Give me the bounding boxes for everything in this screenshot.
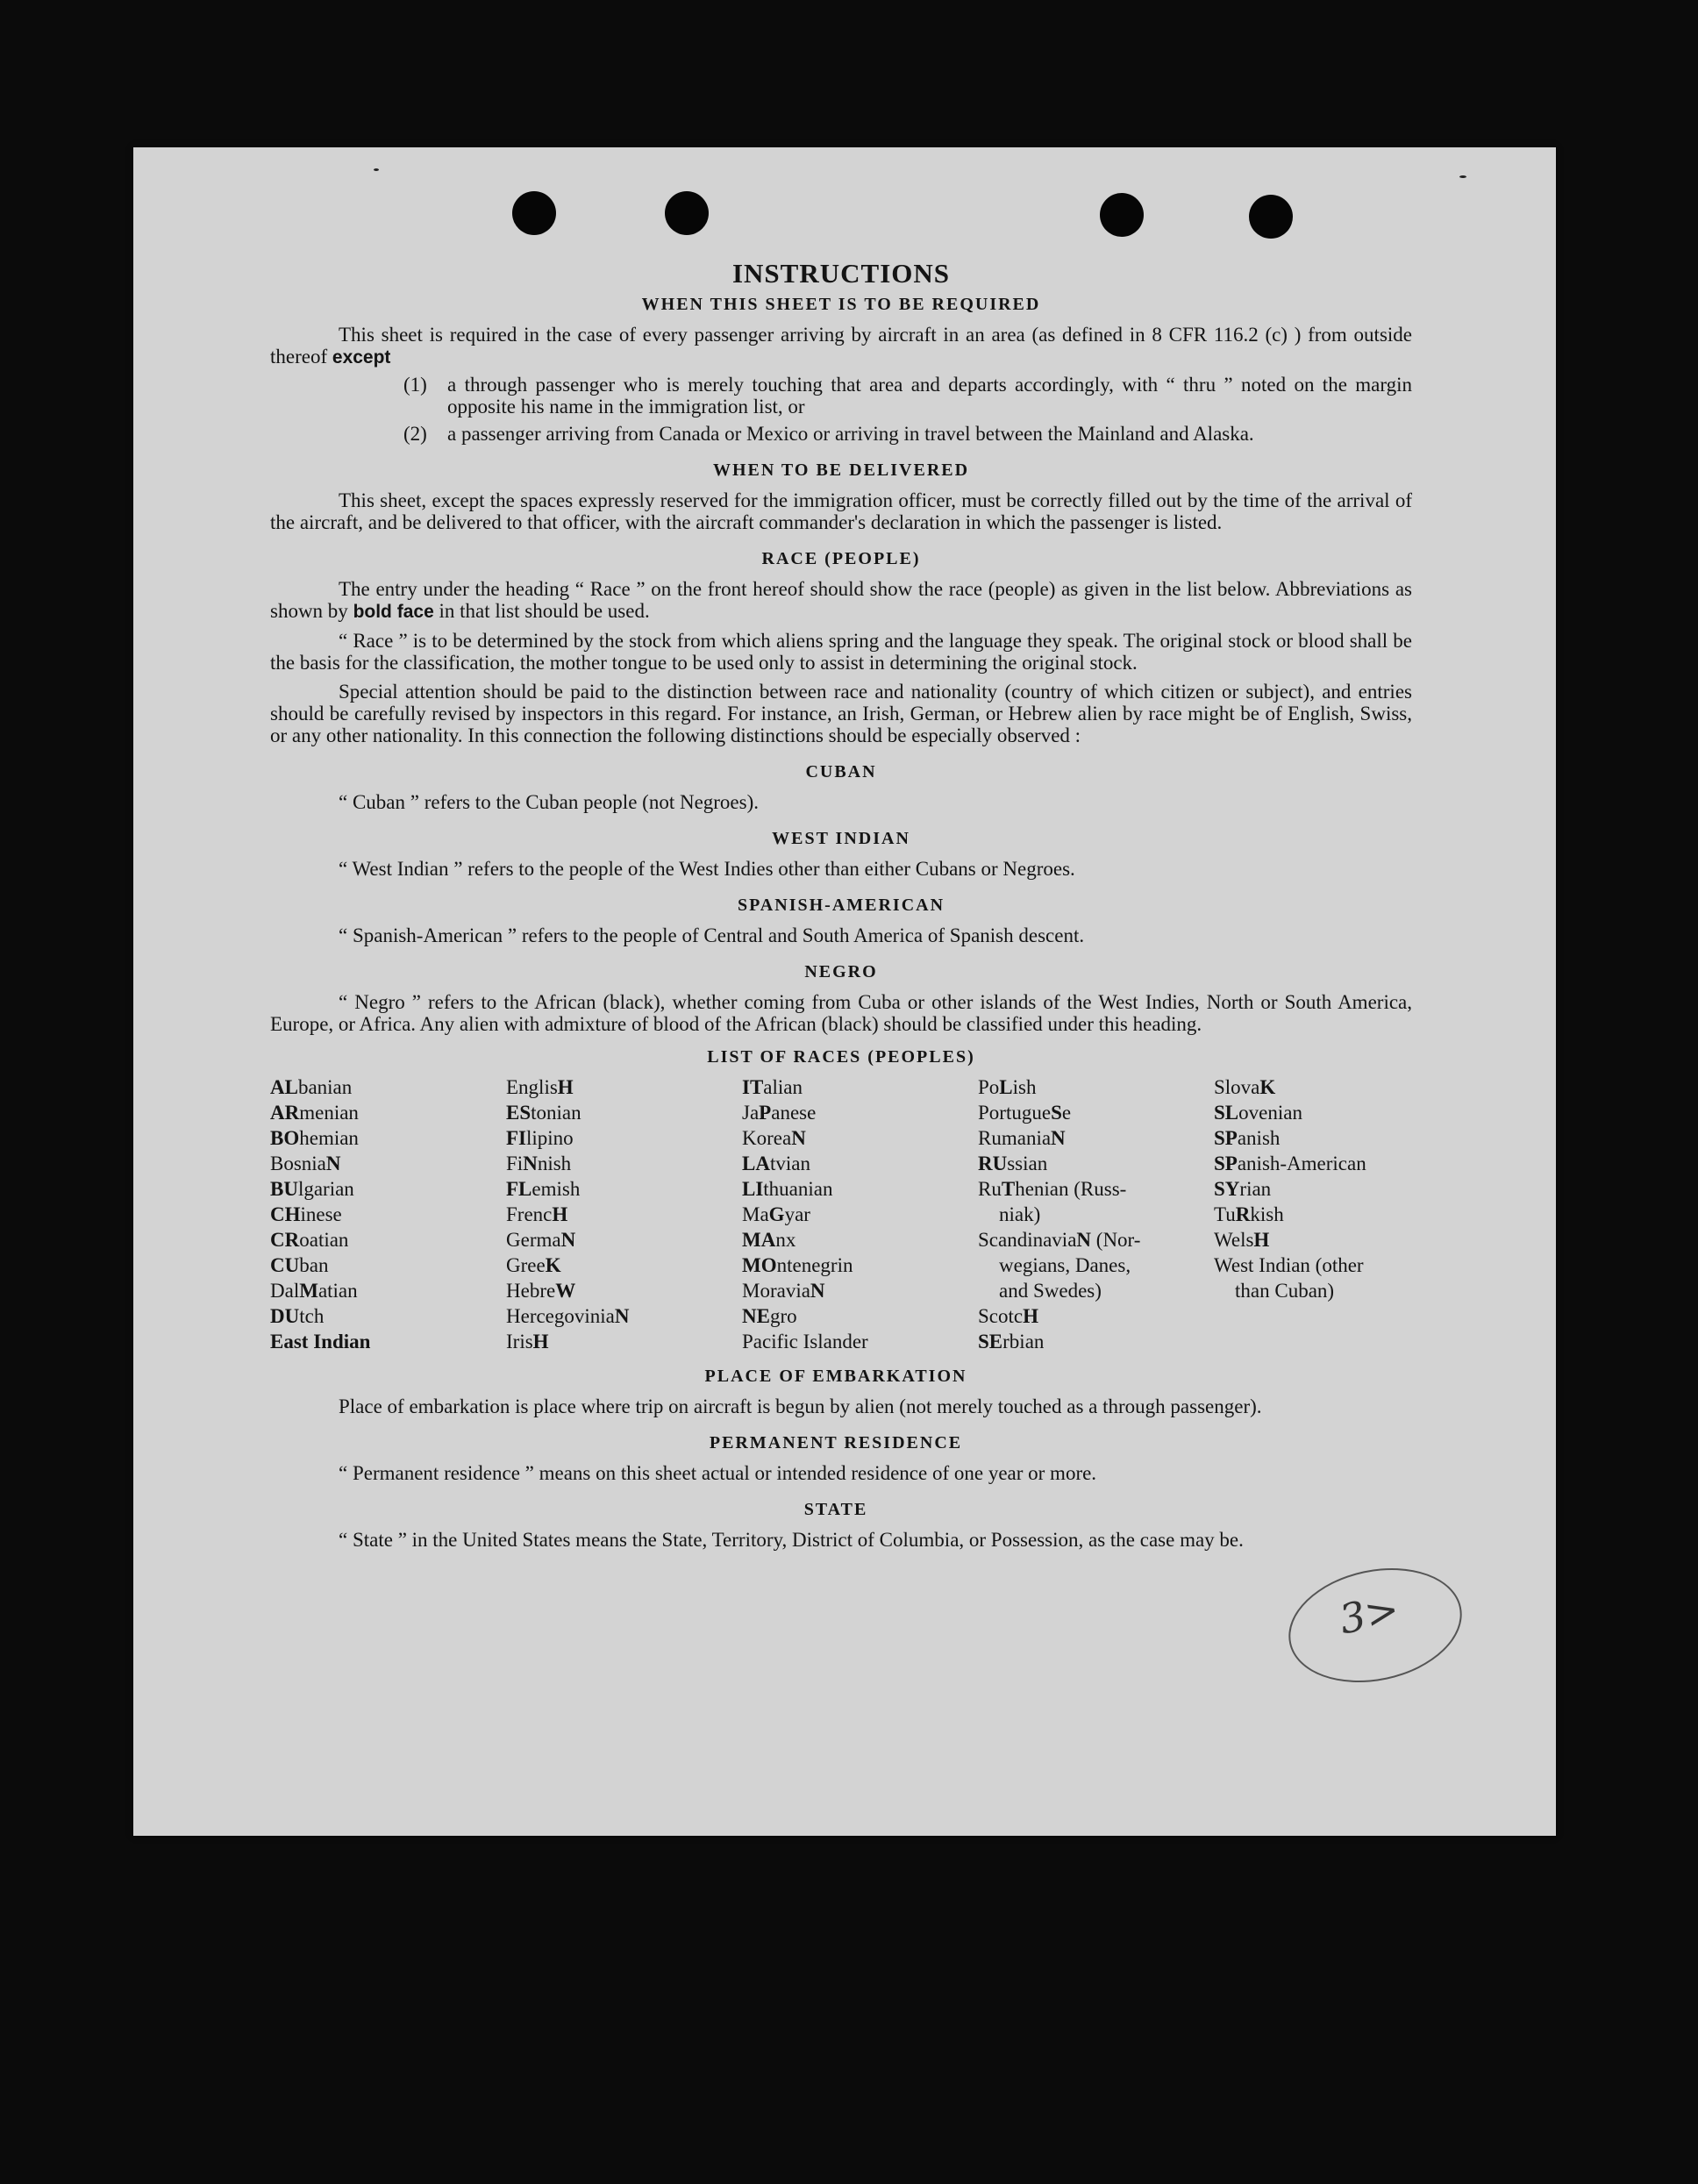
intro-paragraph: [270, 324, 1412, 368]
race-abbreviation: DU: [270, 1305, 300, 1327]
race-text: tch: [299, 1305, 325, 1327]
race-text: The entry under the heading “ Race ” on the front hereof should show the race (people) as given in the list below. Abbreviations as shown by: [270, 578, 1412, 622]
cuban-paragraph: “ Cuban ” refers to the Cuban people (not Negroes).: [339, 791, 760, 813]
race-abbreviation: H: [1023, 1305, 1038, 1327]
race-entry: [270, 1125, 506, 1151]
race-text: tonian: [531, 1102, 581, 1124]
race-abbreviation: BU: [270, 1178, 298, 1200]
race-entry: [742, 1074, 978, 1100]
race-text: Germa: [506, 1229, 561, 1251]
race-text: Frenc: [506, 1203, 553, 1225]
clause-1: [403, 374, 1412, 418]
race-paragraph-3: Special attention should be paid to the distinction between race and nationality (country of which citizen or subject), and entries should be carefully revised by inspectors in this regard. For instance, an Irish, German, or Hebrew alien by race might be of English, Swiss, or any other nationality. In this connection the following distinctions should be especially observed :: [270, 681, 1412, 746]
race-entry: [742, 1202, 978, 1227]
west-indian-paragraph: “ West Indian ” refers to the people of the West Indies other than either Cubans or Negroes.: [339, 858, 1075, 880]
clause-number: (1): [403, 374, 427, 396]
state-paragraph: “ State ” in the United States means the State, Territory, District of Columbia, or Possession, as the case may be.: [339, 1529, 1244, 1551]
race-entry: [506, 1151, 742, 1176]
clause-2: [403, 423, 1412, 445]
race-entry: [978, 1151, 1214, 1176]
race-text: Scotc: [978, 1305, 1024, 1327]
race-entry: [978, 1303, 1214, 1329]
race-text: Ma: [742, 1203, 769, 1225]
race-entry: [742, 1253, 978, 1278]
race-entry: [506, 1227, 742, 1253]
race-text: Ru: [978, 1178, 1002, 1200]
race-abbreviation: N: [791, 1127, 806, 1149]
race-entry: [506, 1202, 742, 1227]
intro-text: This sheet is required in the case of every passenger arriving by aircraft in an area (as defined in 8 CFR 116.2 (c) ) from outside thereof: [270, 324, 1412, 368]
race-text: ssian: [1007, 1153, 1048, 1174]
race-text: Rumania: [978, 1127, 1052, 1149]
race-text: Iris: [506, 1331, 533, 1353]
race-entry: [742, 1329, 978, 1354]
heading-when-required: WHEN THIS SHEET IS TO BE REQUIRED: [641, 295, 1041, 314]
race-entry: [978, 1202, 1214, 1227]
clause-text: a passenger arriving from Canada or Mexico or arriving in travel between the Mainland and Alaska.: [447, 423, 1254, 445]
race-entry: [1214, 1253, 1450, 1278]
race-entry: [978, 1253, 1214, 1278]
race-entry: [978, 1227, 1214, 1253]
page-title: INSTRUCTIONS: [731, 258, 950, 289]
punch-hole-3: [1100, 193, 1144, 237]
race-abbreviation: RU: [978, 1153, 1008, 1174]
race-text: Hebre: [506, 1280, 556, 1302]
heading-spanish-american: SPANISH-AMERICAN: [737, 896, 945, 915]
race-entry: [978, 1100, 1214, 1125]
race-entry: [1214, 1074, 1450, 1100]
race-abbreviation: L: [999, 1076, 1013, 1098]
race-entry: [506, 1100, 742, 1125]
embarkation-paragraph: Place of embarkation is place where trip on aircraft is begun by alien (not merely touched as a through passenger).: [339, 1395, 1262, 1417]
race-text: Hercegovinia: [506, 1305, 615, 1327]
race-abbreviation: T: [1001, 1178, 1016, 1200]
race-entry: [978, 1176, 1214, 1202]
race-abbreviation: P: [759, 1102, 772, 1124]
race-paragraph-2: “ Race ” is to be determined by the stock from which aliens spring and the language they speak. The original stock or blood shall be the basis for the classification, the mother tongue to be used only to assist in determining the original stock.: [270, 630, 1412, 674]
race-entry: [1214, 1125, 1450, 1151]
race-abbreviation: K: [545, 1254, 561, 1276]
race-abbreviation: MO: [742, 1254, 777, 1276]
intro-bold: except: [332, 347, 391, 368]
race-text: emish: [532, 1178, 581, 1200]
race-text: Englis: [506, 1076, 558, 1098]
race-abbreviation: SL: [1214, 1102, 1239, 1124]
race-text: in that list should be used.: [433, 600, 650, 622]
punch-hole-4: [1249, 195, 1293, 239]
race-entry: [978, 1278, 1214, 1303]
race-text: anish: [1237, 1127, 1281, 1149]
race-text: ntenegrin: [776, 1254, 853, 1276]
race-entry: [506, 1329, 742, 1354]
race-entry: [742, 1176, 978, 1202]
race-abbreviation: H: [557, 1076, 574, 1098]
race-text: Ja: [742, 1102, 760, 1124]
heading-west-indian: WEST INDIAN: [772, 829, 910, 848]
race-text: thuanian: [763, 1178, 833, 1200]
race-text: oatian: [299, 1229, 349, 1251]
race-abbreviation: N: [1076, 1229, 1092, 1251]
race-text: Gree: [506, 1254, 546, 1276]
race-entry: [1214, 1202, 1450, 1227]
race-text: hemian: [299, 1127, 359, 1149]
race-text: rian: [1239, 1178, 1272, 1200]
heading-embarkation: PLACE OF EMBARKATION: [704, 1367, 967, 1386]
race-entry: [742, 1100, 978, 1125]
race-text: henian (Russ-: [1015, 1178, 1127, 1200]
race-abbreviation: R: [1235, 1203, 1251, 1225]
race-text: Korea: [742, 1127, 792, 1149]
race-entry: [1214, 1227, 1450, 1253]
race-entry: [1214, 1176, 1450, 1202]
race-entry: [270, 1151, 506, 1176]
race-text: yar: [784, 1203, 810, 1225]
delivered-paragraph: This sheet, except the spaces expressly reserved for the immigration officer, must be correctly filled out by the time of the arrival of the aircraft, and be delivered to that officer, with the aircraft commander's declaration in which the passenger is listed.: [270, 489, 1412, 533]
race-abbreviation: CH: [270, 1203, 301, 1225]
race-entry: [270, 1100, 506, 1125]
race-text: Fi: [506, 1153, 524, 1174]
race-text: Dal: [270, 1280, 300, 1302]
race-text: Bosnia: [270, 1153, 326, 1174]
heading-cuban: CUBAN: [805, 762, 877, 782]
race-text: e: [1061, 1102, 1072, 1124]
race-text: anese: [771, 1102, 817, 1124]
punch-hole-2: [665, 191, 709, 235]
race-text: kish: [1250, 1203, 1284, 1225]
race-entry: [270, 1329, 506, 1354]
race-bold: bold face: [353, 602, 434, 622]
race-abbreviation: CU: [270, 1254, 300, 1276]
race-entry: [978, 1329, 1214, 1354]
race-entry: [270, 1227, 506, 1253]
race-text: ovenian: [1238, 1102, 1302, 1124]
race-text: Pacific Islander: [742, 1331, 868, 1353]
race-entry: [506, 1125, 742, 1151]
race-text: atian: [317, 1280, 358, 1302]
race-abbreviation: SE: [978, 1331, 1003, 1353]
race-abbreviation: NE: [742, 1305, 770, 1327]
race-entry: [270, 1074, 506, 1100]
race-text: tvian: [769, 1153, 810, 1174]
race-entry: [742, 1303, 978, 1329]
handwritten-number: 3>: [1335, 1584, 1403, 1644]
race-text: menian: [299, 1102, 359, 1124]
race-abbreviation: N: [810, 1280, 825, 1302]
race-text: Wels: [1214, 1229, 1254, 1251]
race-abbreviation: IT: [742, 1076, 764, 1098]
race-entry: [506, 1176, 742, 1202]
race-text: anish-American: [1237, 1153, 1366, 1174]
heading-negro: NEGRO: [804, 962, 878, 981]
race-entry: [270, 1253, 506, 1278]
speck: [374, 168, 379, 171]
races-list: [270, 1074, 1454, 1354]
race-entry: [742, 1151, 978, 1176]
race-abbreviation: BO: [270, 1127, 300, 1149]
race-text: niak): [999, 1203, 1041, 1225]
race-entry: [506, 1303, 742, 1329]
race-abbreviation: LI: [742, 1178, 764, 1200]
race-entry: [1214, 1278, 1450, 1303]
race-abbreviation: AR: [270, 1102, 300, 1124]
clause-number: (2): [403, 423, 427, 445]
race-abbreviation: N: [560, 1229, 576, 1251]
race-abbreviation: H: [532, 1331, 549, 1353]
heading-residence: PERMANENT RESIDENCE: [709, 1433, 963, 1452]
race-text: Po: [978, 1076, 1000, 1098]
race-abbreviation: CR: [270, 1229, 300, 1251]
race-abbreviation: H: [1253, 1229, 1270, 1251]
race-text: lipino: [526, 1127, 574, 1149]
race-entry: [742, 1278, 978, 1303]
race-entry: [742, 1227, 978, 1253]
race-column: [270, 1074, 506, 1354]
race-text: banian: [297, 1076, 353, 1098]
race-text: gro: [769, 1305, 797, 1327]
heading-race: RACE (PEOPLE): [761, 549, 921, 568]
spanish-american-paragraph: “ Spanish-American ” refers to the people of Central and South America of Spanish descent.: [339, 924, 1085, 946]
race-text: Moravia: [742, 1280, 810, 1302]
race-entry: [1214, 1151, 1450, 1176]
race-text: rbian: [1002, 1331, 1045, 1353]
race-column: [1214, 1074, 1450, 1354]
residence-paragraph: “ Permanent residence ” means on this sheet actual or intended residence of one year or more.: [339, 1462, 1097, 1484]
race-entry: [978, 1074, 1214, 1100]
race-entry: [270, 1202, 506, 1227]
race-entry: [1214, 1100, 1450, 1125]
race-abbreviation: East Indian: [270, 1331, 371, 1353]
race-text: wegians, Danes,: [999, 1254, 1131, 1276]
race-entry: [270, 1176, 506, 1202]
speck: [1459, 175, 1466, 178]
race-abbreviation: N: [614, 1305, 630, 1327]
race-text: than Cuban): [1235, 1280, 1335, 1302]
race-abbreviation: SP: [1214, 1153, 1238, 1174]
race-column: [742, 1074, 978, 1354]
race-abbreviation: H: [552, 1203, 568, 1225]
punch-hole-1: [512, 191, 556, 235]
race-text: (Nor-: [1091, 1229, 1141, 1251]
race-abbreviation: M: [299, 1280, 318, 1302]
race-entry: [506, 1278, 742, 1303]
race-abbreviation: ES: [506, 1102, 532, 1124]
negro-paragraph: “ Negro ” refers to the African (black), whether coming from Cuba or other islands of the West Indies, North or South America, Europe, or Africa. Any alien with admixture of blood of the African (black) should be classified under this heading.: [270, 991, 1412, 1035]
race-abbreviation: W: [555, 1280, 576, 1302]
race-abbreviation: SP: [1214, 1127, 1238, 1149]
heading-when-delivered: WHEN TO BE DELIVERED: [712, 460, 970, 480]
race-text: ban: [299, 1254, 329, 1276]
race-abbreviation: AL: [270, 1076, 298, 1098]
race-abbreviation: K: [1259, 1076, 1276, 1098]
race-abbreviation: S: [1051, 1102, 1062, 1124]
race-column: [978, 1074, 1214, 1354]
lower-sections: [270, 1367, 1402, 1551]
race-abbreviation: G: [768, 1203, 785, 1225]
race-abbreviation: FL: [506, 1178, 532, 1200]
race-abbreviation: N: [325, 1153, 341, 1174]
race-text: Portugue: [978, 1102, 1052, 1124]
race-text: alian: [763, 1076, 803, 1098]
race-abbreviation: N: [1051, 1127, 1066, 1149]
race-abbreviation: FI: [506, 1127, 526, 1149]
race-entry: [506, 1074, 742, 1100]
race-entry: [270, 1303, 506, 1329]
heading-list-of-races: LIST OF RACES (PEOPLES): [707, 1047, 975, 1067]
race-abbreviation: N: [523, 1153, 538, 1174]
heading-state: STATE: [803, 1500, 868, 1519]
race-abbreviation: LA: [742, 1153, 770, 1174]
race-text: lgarian: [297, 1178, 354, 1200]
race-entry: [270, 1278, 506, 1303]
race-entry: [742, 1125, 978, 1151]
race-text: West Indian (other: [1214, 1254, 1364, 1276]
race-column: [506, 1074, 742, 1354]
race-entry: [506, 1253, 742, 1278]
race-text: inese: [300, 1203, 342, 1225]
clause-text: a through passenger who is merely touching that area and departs accordingly, with “ thru ” noted on the margin opposite his name in the immigration list, or: [447, 374, 1412, 418]
race-text: Tu: [1214, 1203, 1236, 1225]
race-entry: [978, 1125, 1214, 1151]
instructions-content: [270, 258, 1412, 1076]
race-text: nx: [775, 1229, 796, 1251]
race-text: nish: [537, 1153, 572, 1174]
race-abbreviation: MA: [742, 1229, 776, 1251]
race-text: Scandinavia: [978, 1229, 1077, 1251]
race-text: ish: [1012, 1076, 1037, 1098]
race-text: Slova: [1214, 1076, 1260, 1098]
race-abbreviation: SY: [1214, 1178, 1240, 1200]
race-paragraph-1: [270, 578, 1412, 623]
race-text: and Swedes): [999, 1280, 1102, 1302]
